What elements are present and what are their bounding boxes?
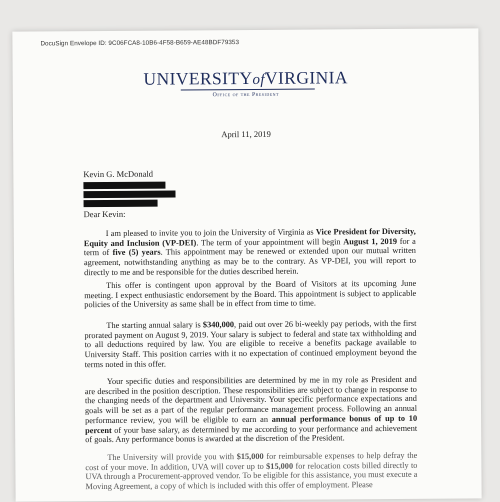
redacted-address-line-1 — [83, 182, 165, 190]
redacted-address-line-2 — [83, 190, 175, 198]
letterhead-rule — [181, 89, 315, 91]
paragraph-duties: Your specific duties and responsibilities are determined by me in my role as President and are described in the position description. These responsibilities are subject to change in response to the changing needs of the department and University. Your specific performance expectations and goals will be set as a part of the regular performance management process. Following an annual performance review, you will be eligible to earn an annual performance bonus of up to 10 percent of your base salary, as determined by me according to your performance and achievement of goals. Any performance bonus is awarded at the discretion of the President. — [84, 374, 418, 445]
logo-word-of: of — [252, 71, 266, 88]
paragraph-relocation: The University will provide you with $15,000 for reimbursable expenses to help defray the cost of your move. In addition, UVA will cover up to $15,000 for relocation costs billed directly to UVA through a Procurement-approved vendor. To be eligible for this assistance, you must execute a Moving Agreement, a copy of which is included with this offer of employment. Please — [85, 450, 418, 492]
redacted-address-line-3 — [84, 200, 158, 208]
salutation: Dear Kevin: — [83, 208, 126, 220]
university-logo — [13, 66, 479, 90]
logo-word-virginia: VIRGINIA — [264, 67, 348, 88]
paragraph-salary: The starting annual salary is $340,000, paid out over 26 bi-weekly pay periods, with the first prorated payment on August 9, 2019. Your salary is subject to federal and state tax withholding and to all deductions required by law. You are eligible to receive a benefits package available to University Staff. This position carries with it no expectation of continued employment beyond the terms noted in this offer. — [84, 318, 417, 369]
office-of-president: Office of the President — [212, 91, 280, 99]
letter-page — [12, 28, 481, 501]
paragraph-appointment: I am pleased to invite you to join the University of Virginia as Vice President for Diversity, Equity and Inclusion (VP-DEI). The term of your appointment will begin August 1, 2019 for a term of five (5) years. This appointment may be renewed or extended upon our mutual written agreement, notwithstanding anything as may be to the contrary. As VP-DEI, you will report to directly to me and be responsible for the duties described herein. — [83, 226, 417, 277]
paragraph-contingency: This offer is contingent upon approval by the Board of Visitors at its upcoming June meeting. I expect enthusiastic endorsement by the Board. This appointment is subject to applicable policies of the University as same shall be in effect from time to time. — [84, 278, 417, 310]
letter-date: April 11, 2019 — [221, 128, 271, 140]
docusign-envelope-id: DocuSign Envelope ID: 9C06FCA8-10B6-4F58-B659-AE48BDF79353 — [40, 39, 240, 48]
logo-word-university: UNIVERSITY — [143, 67, 253, 89]
recipient-name: Kevin G. McDonald — [83, 168, 154, 180]
